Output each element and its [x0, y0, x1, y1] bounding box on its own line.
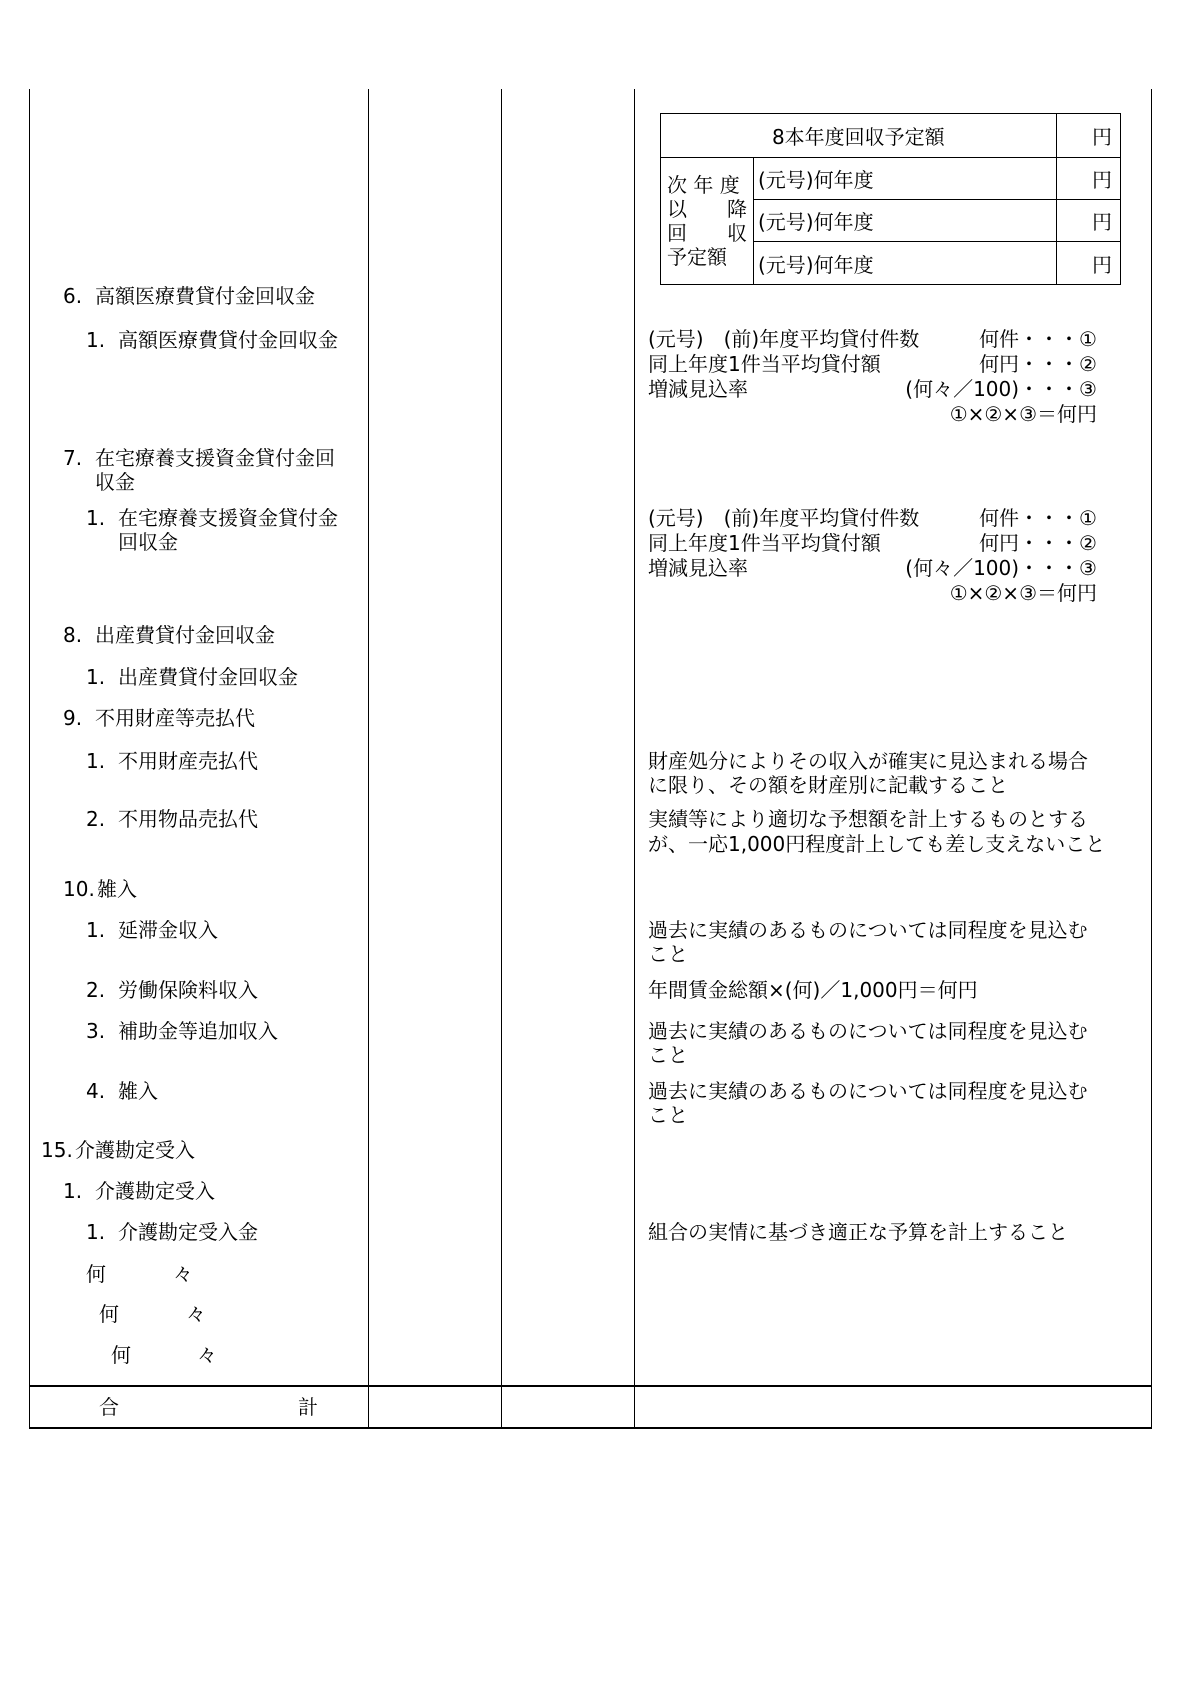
item-number: 8.: [63, 623, 83, 647]
table-border-left: [29, 89, 30, 1429]
item-label: 高額医療費貸付金回収金: [118, 328, 338, 352]
item-number: 1.: [86, 328, 106, 352]
formula-line-label: 同上年度1件当平均貸付額: [648, 352, 881, 376]
table-border-bottom: [29, 1427, 1152, 1429]
formula-line-label: 増減見込率: [648, 377, 748, 401]
item-number: 15.: [41, 1138, 73, 1162]
item-label: 不用財産売払代: [118, 749, 258, 773]
item-label: 出産費貸付金回収金: [118, 665, 298, 689]
item-number: 10.: [63, 877, 95, 901]
placeholder-item: 何: [99, 1302, 119, 1326]
item-label: 出産費貸付金回収金: [95, 623, 275, 647]
formula-line-value: 何件・・・①: [979, 327, 1097, 351]
yen-cell: 円: [1056, 114, 1120, 158]
note-line: こと: [648, 942, 688, 966]
item-number: 2.: [86, 807, 106, 831]
item-label: 高額医療費貸付金回収金: [95, 284, 315, 308]
formula-line-value: ①×②×③＝何円: [949, 402, 1097, 426]
yen-cell: 円: [1056, 158, 1120, 200]
item-label: 在宅療養支援資金貸付金回: [95, 446, 335, 470]
item-label: 在宅療養支援資金貸付金: [118, 506, 338, 530]
item-number: 1.: [86, 918, 106, 942]
recovery-schedule-table: [660, 113, 1121, 285]
item-number: 1.: [86, 749, 106, 773]
table-border-right: [1151, 89, 1152, 1429]
item-label: 不用財産等売払代: [95, 706, 255, 730]
note-line: こと: [648, 1043, 688, 1067]
formula-line-value: 何円・・・②: [979, 352, 1097, 376]
item-number: 2.: [86, 978, 106, 1002]
item-label: 介護勘定受入: [75, 1138, 195, 1162]
column-divider-1: [368, 89, 369, 1429]
note-line: が、一応1,000円程度計上しても差し支えないこと: [648, 832, 1106, 856]
placeholder-item: 々: [186, 1302, 206, 1326]
item-label: 介護勘定受入: [95, 1179, 215, 1203]
formula-line-value: 何件・・・①: [979, 506, 1097, 530]
formula-line-label: (元号) (前)年度平均貸付件数: [648, 506, 920, 530]
formula-line-value: 何円・・・②: [979, 531, 1097, 555]
item-number: 3.: [86, 1019, 106, 1043]
formula-line-label: (元号) (前)年度平均貸付件数: [648, 327, 920, 351]
year-row-label: (元号)何年度: [754, 242, 1057, 285]
total-row-divider: [29, 1385, 1152, 1387]
placeholder-item: 々: [197, 1343, 217, 1367]
next-years-label: 次 年 度 以 降 回 収 予定額: [661, 158, 754, 285]
yen-cell: 円: [1056, 200, 1120, 242]
current-year-label: 8本年度回収予定額: [661, 114, 1057, 158]
item-label: 補助金等追加収入: [118, 1019, 278, 1043]
note-line: に限り、その額を財産別に記載すること: [648, 773, 1008, 797]
formula-line-label: 増減見込率: [648, 556, 748, 580]
note-line: 実績等により適切な予想額を計上するものとする: [648, 807, 1088, 831]
item-number: 9.: [63, 706, 83, 730]
column-divider-3: [634, 89, 635, 1429]
total-label: 合: [99, 1395, 119, 1419]
formula-line-label: 同上年度1件当平均貸付額: [648, 531, 881, 555]
formula-line-value: (何々／100)・・・③: [905, 556, 1097, 580]
total-label: 計: [298, 1395, 318, 1419]
item-label: 収金: [95, 470, 135, 494]
formula-line-value: ①×②×③＝何円: [949, 581, 1097, 605]
note-line: 年間賃金総額×(何)／1,000円＝何円: [648, 978, 978, 1002]
item-label: 不用物品売払代: [118, 807, 258, 831]
item-number: 1.: [86, 665, 106, 689]
item-number: 6.: [63, 284, 83, 308]
placeholder-item: 何: [86, 1262, 106, 1286]
item-number: 1.: [63, 1179, 83, 1203]
item-number: 1.: [86, 1220, 106, 1244]
item-label: 労働保険料収入: [118, 978, 258, 1002]
item-label: 雑入: [97, 877, 137, 901]
item-label: 介護勘定受入金: [118, 1220, 258, 1244]
column-divider-2: [501, 89, 502, 1429]
item-label: 延滞金収入: [118, 918, 218, 942]
item-number: 1.: [86, 506, 106, 530]
note-line: 財産処分によりその収入が確実に見込まれる場合: [648, 749, 1088, 773]
placeholder-item: 々: [173, 1262, 193, 1286]
note-line: 過去に実績のあるものについては同程度を見込む: [648, 1079, 1088, 1103]
item-number: 4.: [86, 1079, 106, 1103]
item-label: 雑入: [118, 1079, 158, 1103]
note-line: 過去に実績のあるものについては同程度を見込む: [648, 918, 1088, 942]
item-label: 回収金: [118, 530, 178, 554]
yen-cell: 円: [1056, 242, 1120, 285]
year-row-label: (元号)何年度: [754, 158, 1057, 200]
note-line: 過去に実績のあるものについては同程度を見込む: [648, 1019, 1088, 1043]
formula-line-value: (何々／100)・・・③: [905, 377, 1097, 401]
item-number: 7.: [63, 446, 83, 470]
note-line: 組合の実情に基づき適正な予算を計上すること: [648, 1220, 1068, 1244]
year-row-label: (元号)何年度: [754, 200, 1057, 242]
note-line: こと: [648, 1103, 688, 1127]
placeholder-item: 何: [111, 1343, 131, 1367]
